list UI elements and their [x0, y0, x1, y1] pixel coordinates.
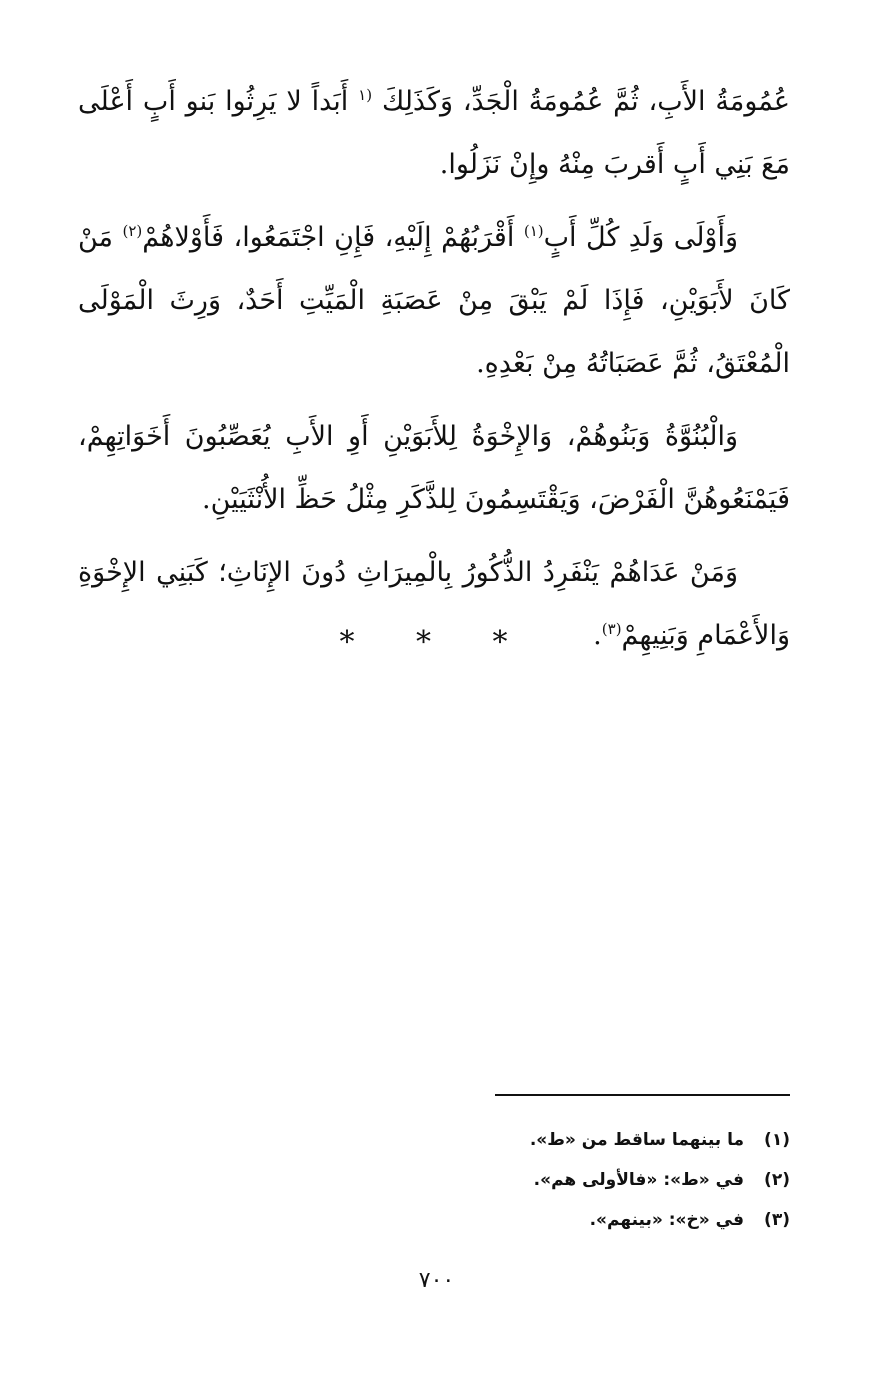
paragraph-2: [78, 206, 790, 395]
paragraph-3-part-1: وَالْبُنُوَّةُ وَبَنُوهُمْ، وَالإِخْوَةُ لِلأَبَوَيْنِ أَوِ الأَبِ يُعَصِّبُونَ أَخَوَاتِهِمْ، فَيَمْنَعُوهُنَّ الْفَرْضَ، وَيَقْتَسِمُونَ لِلذَّكَرِ مِثْلُ حَظِّ الأُنْثَيَيْنِ.: [78, 421, 790, 515]
footnote-number: (٢): [764, 1170, 790, 1190]
paragraph-2-part-2: أَقْرَبُهُمْ إِلَيْهِ، فَإِنِ اجْتَمَعُوا، فَأَوْلاهُمْ: [142, 222, 515, 253]
paragraph-1-part-1: عُمُومَةُ الأَبِ، ثُمَّ عُمُومَةُ الْجَدِّ، وَكَذَلِكَ: [381, 86, 790, 117]
footnote-ref-1b: (١): [523, 222, 544, 240]
paragraph-1-part-2: أَبَداً لا يَرِثُوا بَنو أَبٍ أَعْلَى مَعَ بَنِي أَبٍ أَقربَ مِنْهُ وإِنْ نَزَلُوا.: [78, 86, 790, 180]
footnote-ref-3: (٣): [601, 620, 622, 638]
paragraph-1: [78, 70, 790, 196]
footnote-ref-1: (١: [358, 86, 373, 104]
footnote-text: ما بينهما ساقط من «ط».: [529, 1130, 744, 1150]
page-number: ٧٠٠: [418, 1268, 455, 1293]
paragraph-2-part-1: وَأَوْلَى وَلَدِ كُلِّ أَبٍ: [543, 222, 739, 253]
footnote-text: في «ط»: «فالأولى هم».: [533, 1170, 744, 1190]
footnote-3: [290, 1200, 790, 1240]
footnote-2: [290, 1160, 790, 1200]
paragraph-3: [78, 405, 790, 531]
paragraph-4-part-1: وَمَنْ عَدَاهُمْ يَنْفَرِدُ الذُّكُورُ بِالْمِيرَاثِ دُونَ الإِنَاثِ؛ كَبَنِي الإِخْوَةِ وَالأَعْمَامِ وَبَنِيهِمْ: [78, 557, 790, 651]
footnote-text: في «خ»: «بينهم».: [589, 1210, 744, 1230]
paragraph-4-part-2: .: [593, 620, 602, 651]
footnote-number: (١): [764, 1130, 790, 1150]
main-text: [78, 70, 790, 677]
footnote-number: (٣): [764, 1210, 790, 1230]
footnote-1: [290, 1120, 790, 1160]
section-separator-stars: * * *: [339, 625, 534, 660]
paragraph-2-part-3: مَنْ كَانَ لأَبَوَيْنِ، فَإِذَا لَمْ يَبْقَ مِنْ عَصَبَةِ الْمَيِّتِ أَحَدٌ، وَرِثَ الْمَوْلَى الْمُعْتَقُ، ثُمَّ عَصَبَاتُهُ مِنْ بَعْدِهِ.: [78, 222, 790, 379]
footnote-separator-line: [495, 1094, 790, 1096]
footnotes: [290, 1120, 790, 1240]
footnote-ref-2: (٢): [122, 222, 143, 240]
